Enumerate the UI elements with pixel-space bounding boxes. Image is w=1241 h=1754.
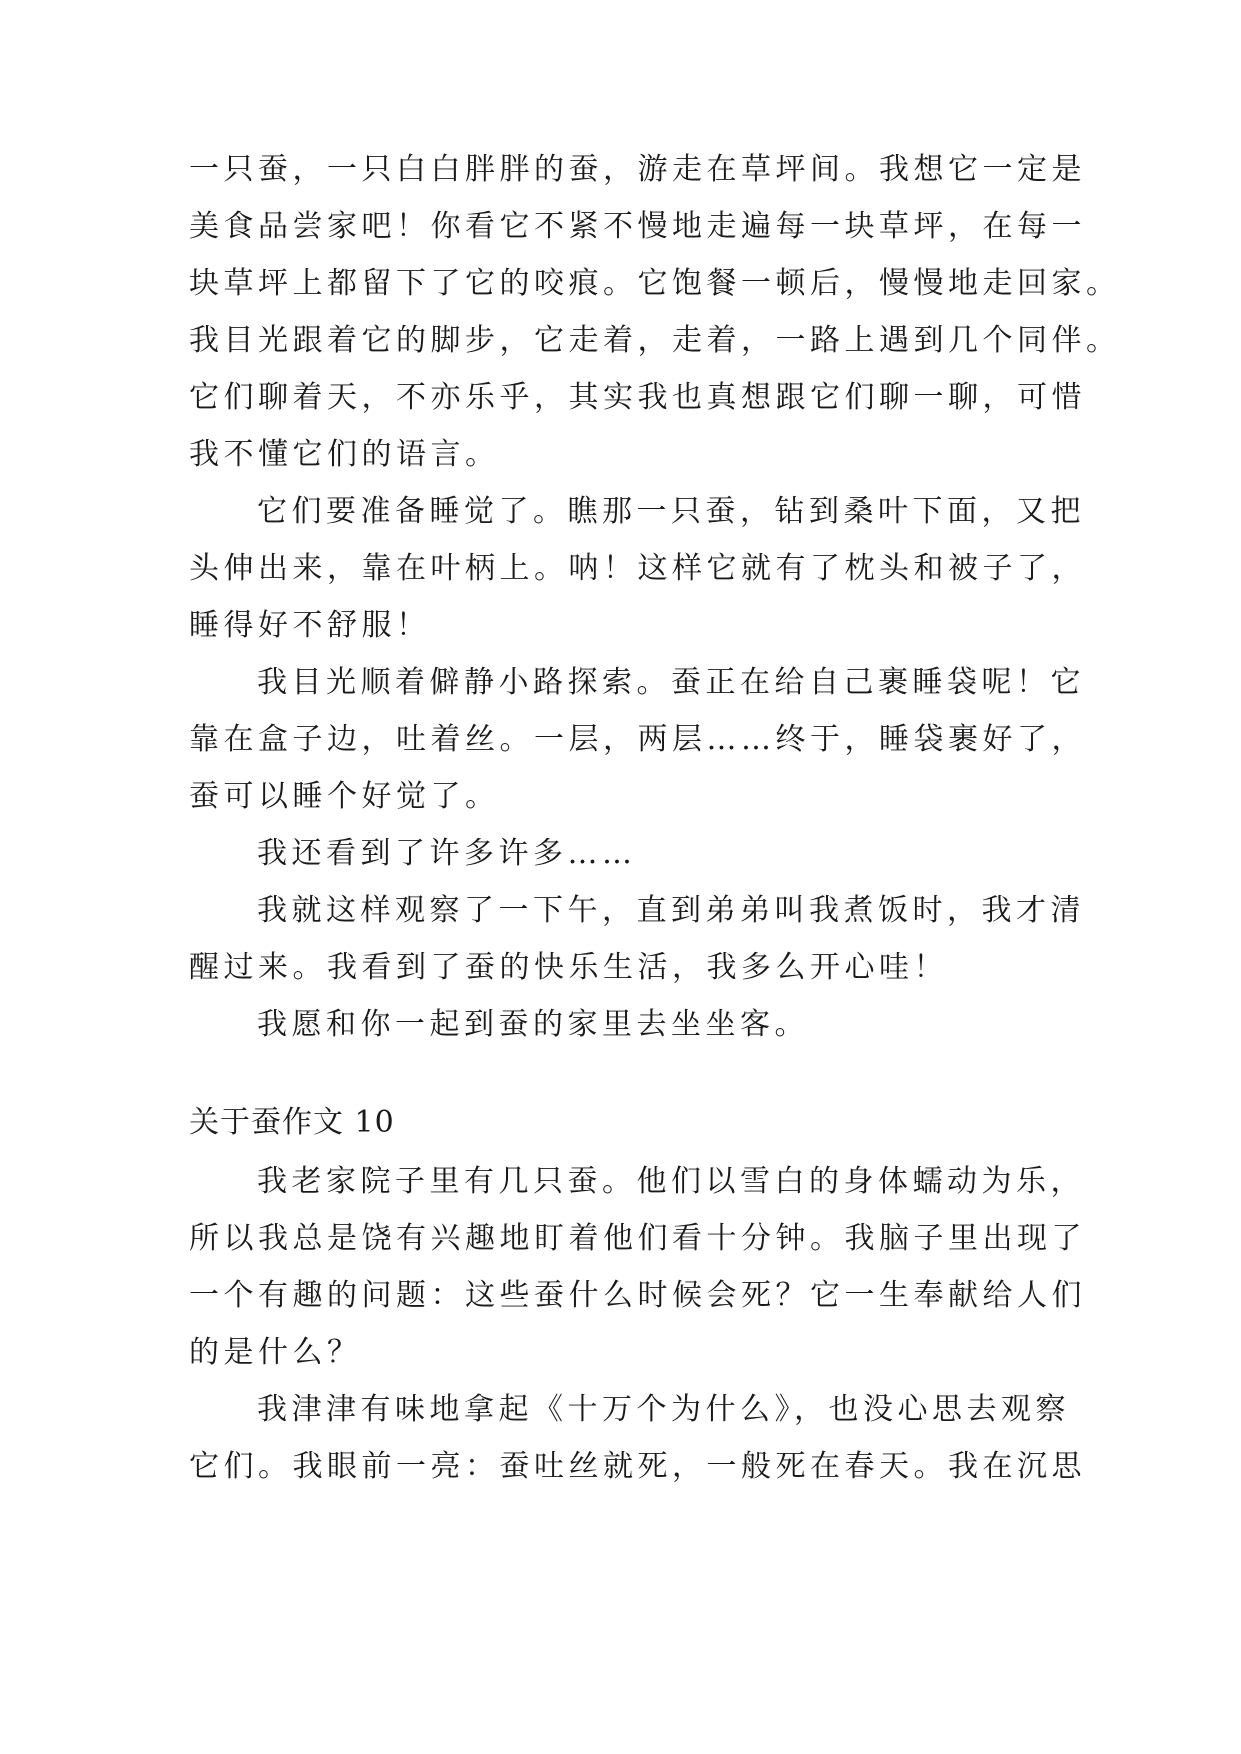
text-line: 我目光顺着僻静小路探索。蚕正在给自己裹睡袋呢！它: [257, 665, 1085, 700]
text-line: 美食品尝家吧！你看它不紧不慢地走遍每一块草坪，在每一: [189, 209, 1086, 244]
text-line: 我不懂它们的语言。: [189, 437, 500, 472]
text-line: 睡得好不舒服！: [189, 608, 431, 643]
text-line: 我津津有味地拿起《十万个为什么》，也没心思去观察: [257, 1392, 1070, 1427]
text-line: 蚕可以睡个好觉了。: [189, 779, 500, 814]
text-line: 我愿和你一起到蚕的家里去坐坐客。: [257, 1007, 809, 1042]
text-line: 一个有趣的问题：这些蚕什么时候会死？它一生奉献给人们: [189, 1278, 1086, 1313]
text-line: 一只蚕，一只白白胖胖的蚕，游走在草坪间。我想它一定是: [189, 152, 1086, 187]
text-line: 所以我总是饶有兴趣地盯着他们看十分钟。我脑子里出现了: [189, 1221, 1086, 1256]
text-line: 它们聊着天，不亦乐乎，其实我也真想跟它们聊一聊，可惜: [189, 380, 1086, 415]
text-line: 块草坪上都留下了它的咬痕。它饱餐一顿后，慢慢地走回家。: [189, 266, 1121, 301]
text-line: 醒过来。我看到了蚕的快乐生活，我多么开心哇！: [189, 950, 948, 985]
text-line: 我目光跟着它的脚步，它走着，走着，一路上遇到几个同伴。: [189, 323, 1121, 358]
text-line: 我老家院子里有几只蚕。他们以雪白的身体蠕动为乐，: [257, 1164, 1085, 1199]
text-line: 它们。我眼前一亮：蚕吐丝就死，一般死在春天。我在沉思: [189, 1449, 1086, 1484]
text-line: 我就这样观察了一下午，直到弟弟叫我煮饭时，我才清: [257, 893, 1085, 928]
text-line: 的是什么？: [189, 1335, 362, 1370]
text-line: 头伸出来，靠在叶柄上。呐！这样它就有了枕头和被子了，: [189, 551, 1086, 586]
text-line: 我还看到了许多许多……: [257, 836, 637, 871]
text-line: 它们要准备睡觉了。瞧那一只蚕，钻到桑叶下面，又把: [257, 494, 1085, 529]
section-heading: 关于蚕作文 10: [189, 1105, 395, 1140]
text-line: 靠在盒子边，吐着丝。一层，两层……终于，睡袋裹好了，: [189, 722, 1086, 757]
